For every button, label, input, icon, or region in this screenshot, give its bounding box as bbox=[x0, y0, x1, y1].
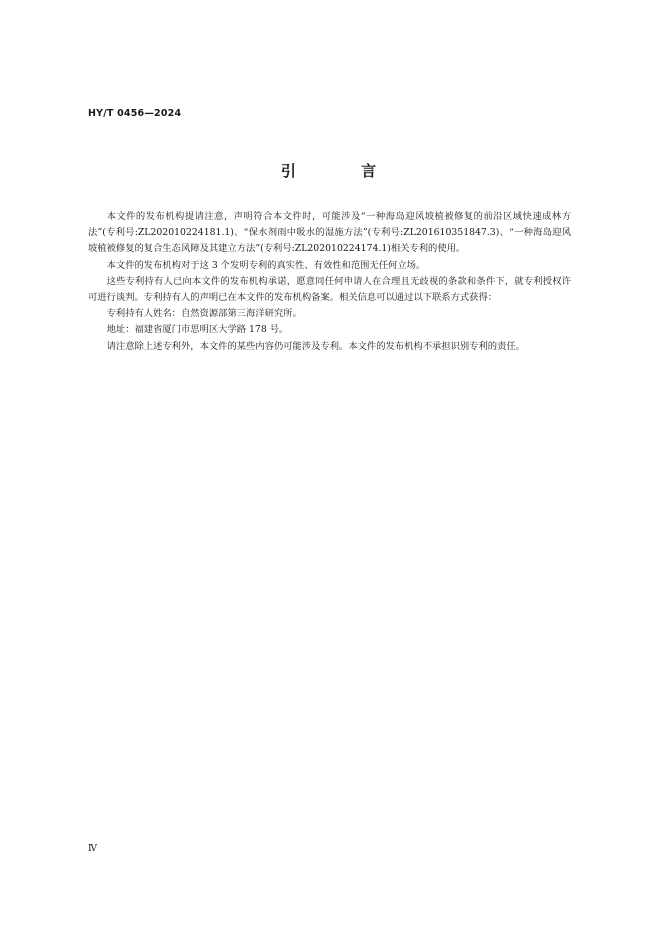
paragraph-disclaimer: 请注意除上述专利外，本文件的某些内容仍可能涉及专利。本文件的发布机构不承担识别专利的责任。 bbox=[106, 340, 525, 352]
standard-code: HY/T 0456—2024 bbox=[88, 108, 182, 119]
introduction-body bbox=[88, 209, 571, 355]
page-number: Ⅳ bbox=[88, 844, 97, 854]
paragraph-position: 本文件的发布机构对于这 3 个发明专利的真实性、有效性和范围无任何立场。 bbox=[106, 259, 426, 271]
paragraph-address: 地址：福建省厦门市思明区大学路 178 号。 bbox=[106, 324, 289, 336]
paragraph-holder-commitment: 这些专利持有人已向本文件的发布机构承诺，愿意同任何申请人在合理且无歧视的条款和条件下，就专利授权许可进行谈判。专利持有人的声明已在本文件的发布机构备案。相关信息可以通过以下联系方式获得： bbox=[88, 275, 571, 304]
paragraph-holder-name: 专利持有人姓名：自然资源部第三海洋研究所。 bbox=[106, 308, 302, 320]
paragraph-patent-notice: 本文件的发布机构提请注意，声明符合本文件时，可能涉及“一种海岛迎风坡植被修复的前沿区域快速成林方法”(专利号:ZL202010224181.1)、“保水剂雨中吸水的湿施方法”(专利号:ZL201610351847.3)、“一种海岛迎风坡植被修复的复合生态风障及其建立方法”(专利号:ZL202010224174.1)相关专利的使用。 bbox=[88, 211, 571, 255]
page-title: 引 言 bbox=[280, 162, 407, 180]
